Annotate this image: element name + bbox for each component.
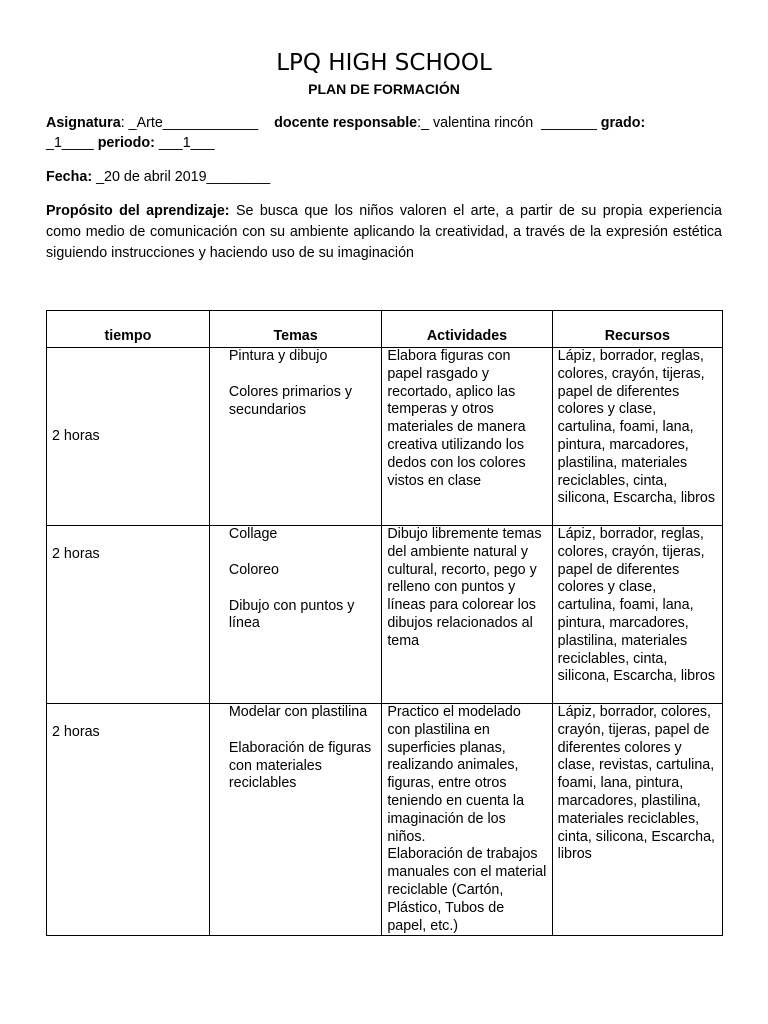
grado-label: grado: (600, 115, 646, 131)
proposito-text: Se busca que los niños valoren el arte, a partir de su propia experiencia como medio de comunicación con su ambiente aplicando la creatividad, a través de la expresión estética siguiendo instrucciones y haciendo uso de su imaginación (46, 203, 722, 261)
tema-item: Elaboración de figuras con materiales reciclables (228, 739, 372, 792)
row-temas (209, 704, 381, 936)
docente-value: :_ valentina rincón _______ (417, 115, 597, 131)
plan-table (46, 310, 723, 936)
proposito-label: Propósito del aprendizaje: (46, 203, 230, 219)
fecha-line (46, 169, 270, 185)
table-row (47, 526, 723, 704)
row-temas (209, 526, 381, 704)
tema-item: Modelar con plastilina (228, 704, 368, 720)
grado-periodo-line (46, 135, 215, 151)
row-recursos: Lápiz, borrador, reglas, colores, crayón, tijeras, papel de diferentes colores y clase, cartulina, foami, lana, pintura, marcadores, plastilina, materiales reciclables, cinta, silicona, Escarcha, libros (552, 348, 722, 526)
header-recursos: Recursos (552, 311, 722, 348)
fecha-value: _20 de abril 2019________ (92, 169, 271, 185)
periodo-label: periodo: (97, 135, 155, 151)
table-header-row (47, 311, 723, 348)
tema-item: Colores primarios y secundarios (228, 383, 353, 418)
actividad-text-extra: Elaboración de trabajos manuales con el material reciclable (Cartón, Plástico, Tubos de papel, etc.) (387, 846, 547, 934)
tema-item: Collage (228, 526, 278, 542)
row-tiempo: 2 horas (47, 704, 210, 936)
asignatura-label: Asignatura (46, 115, 121, 131)
fecha-label: Fecha: (46, 169, 93, 185)
actividad-text: Practico el modelado con plastilina en superficies planas, realizando animales, figuras, entre otros teniendo en cuenta la imaginación de los niños. (387, 704, 525, 845)
row-actividades (382, 704, 552, 936)
row-actividades: Elabora figuras con papel rasgado y recortado, aplico las temperas y otros materiales de manera creativa utilizando los dedos con los colores vistos en clase (382, 348, 552, 526)
docente-label: docente responsable (274, 115, 418, 131)
header-temas: Temas (209, 311, 381, 348)
proposito-paragraph (46, 201, 722, 264)
table-row (47, 348, 723, 526)
row-temas (209, 348, 381, 526)
header-actividades: Actividades (382, 311, 552, 348)
asignatura-value: : _Arte____________ (120, 115, 259, 131)
row-tiempo: 2 horas (47, 526, 210, 704)
plan-subtitle: PLAN DE FORMACIÓN (308, 81, 460, 97)
table-row (47, 704, 723, 936)
school-title: LPQ HIGH SCHOOL (276, 50, 492, 76)
grado-value: _1____ (46, 135, 94, 151)
tema-item: Coloreo (228, 561, 279, 578)
tema-item: Dibujo con puntos y línea (228, 597, 355, 632)
row-tiempo: 2 horas (47, 348, 210, 526)
row-actividades: Dibujo libremente temas del ambiente natural y cultural, recorto, pego y relleno con puntos y líneas para colorear los dibujos relacionados al tema (382, 526, 552, 704)
periodo-value: ___1___ (158, 135, 215, 151)
asignatura-line (46, 115, 645, 131)
header-tiempo: tiempo (47, 311, 210, 348)
row-recursos: Lápiz, borrador, colores, crayón, tijeras, papel de diferentes colores y clase, revistas, cartulina, foami, lana, pintura, marcadores, plastilina, materiales reciclables, cinta, silicona, Escarcha, libros (552, 704, 722, 936)
tema-item: Pintura y dibujo (228, 348, 328, 364)
row-recursos: Lápiz, borrador, reglas, colores, crayón, tijeras, papel de diferentes colores y clase, cartulina, foami, lana, pintura, marcadores, plastilina, materiales reciclables, cinta, silicona, Escarcha, libros (552, 526, 722, 704)
